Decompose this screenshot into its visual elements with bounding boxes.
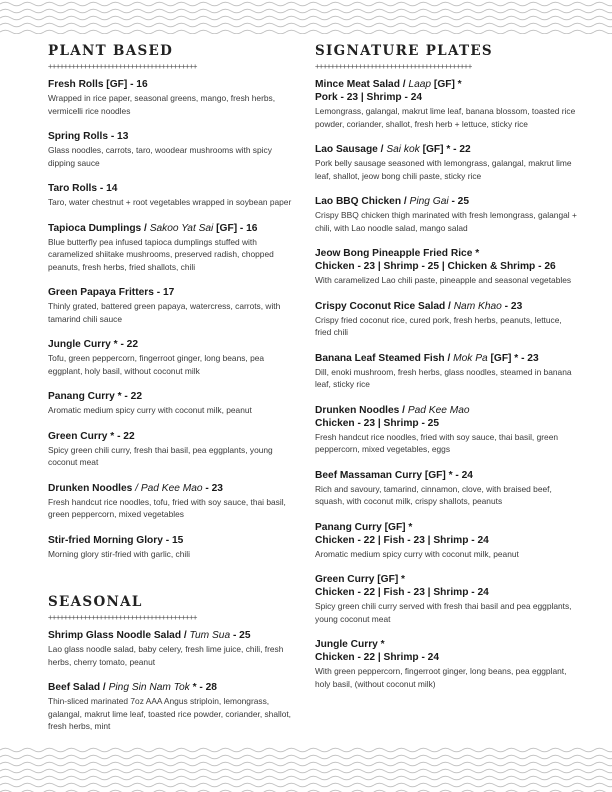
seasonal-divider: ++++++++++++++++++++++++++++++++++++++ (48, 613, 197, 622)
plant-based-heading: PLANT BASED (48, 43, 174, 59)
item-description: Dill, enoki mushroom, fresh herbs, glass noodles, steamed in banana leaf, sticky rice (315, 366, 572, 389)
spacer (48, 573, 300, 593)
item-title: Green Curry [GF] * (315, 574, 406, 585)
item-description: Pork belly sausage seasoned with lemongrass, galangal, makrut lime leaf, shallot, jeow bong chili paste, sticky rice (315, 158, 572, 181)
item-title: Banana Leaf Steamed Fish / Mok Pa [GF] * - 23 (315, 352, 539, 364)
item-description: Thinly grated, battered green papaya, watercress, carrots, with tamarind chili sauce (48, 301, 281, 324)
item-description: Tofu, green peppercorn, fingerroot ginger, long beans, pea eggplant, holy basil, without coconut milk (48, 353, 265, 376)
item-title: Green Papaya Fritters - 17 (48, 287, 175, 298)
item-title: Stir-fried Morning Glory - 15 (48, 534, 184, 546)
item-description: Spicy green chili curry, fresh thai basil, pea eggplants, young coconut meat (48, 444, 273, 467)
item-description: Lao glass noodle salad, baby celery, fresh lime juice, chili, fresh herbs, cherry tomato, peanut (48, 644, 284, 667)
menu-item (48, 286, 300, 325)
menu-item (48, 482, 300, 521)
plant-based-divider: ++++++++++++++++++++++++++++++++++++++ (48, 62, 197, 71)
menu-item (48, 338, 300, 377)
item-title: Crispy Coconut Rice Salad / Nam Khao - 23 (315, 300, 523, 312)
right-column (315, 42, 580, 703)
top-wave-pattern (0, 0, 612, 34)
menu-item (48, 182, 300, 209)
item-description: Spicy green chili curry served with fresh thai basil and pea eggplants, young coconut meat (315, 601, 572, 624)
item-title: Shrimp Glass Noodle Salad / Tum Sua - 25 (48, 630, 251, 641)
item-title: Fresh Rolls [GF] - 16 (48, 79, 148, 90)
item-description: With green peppercorn, fingerroot ginger, long beans, pea eggplant, holy basil, (without coconut milk) (315, 666, 567, 689)
item-description: Fresh handcut rice noodles, tofu, fried with soy sauce, thai basil, green peppercorn, mixed vegetables (48, 496, 286, 519)
item-description: Wrapped in rice paper, seasonal greens, mango, fresh herbs, vermicelli rice noodles (48, 93, 276, 116)
item-title: Beef Salad / Ping Sin Nam Tok * - 28 (48, 682, 217, 693)
menu-item (48, 534, 300, 561)
item-title: Drunken Noodles / Pad Kee Mao - 23 (48, 482, 223, 494)
item-prices: Chicken - 22 | Fish - 23 | Shrimp - 24 (315, 587, 489, 598)
item-description: Crispy fried coconut rice, cured pork, fresh herbs, peanuts, lettuce, fried chili (315, 314, 562, 337)
item-description: With caramelized Lao chili paste, pineapple and seasonal vegetables (315, 275, 572, 285)
item-title: Panang Curry * - 22 (48, 391, 142, 402)
item-title: Drunken Noodles / Pad Kee Mao (315, 404, 470, 416)
menu-item (48, 430, 300, 469)
item-title: Jungle Curry * - 22 (48, 339, 139, 350)
item-title: Mince Meat Salad / Laap [GF] * (315, 79, 462, 90)
item-description: Aromatic medium spicy curry with coconut milk, peanut (48, 405, 252, 415)
signature-divider: ++++++++++++++++++++++++++++++++++++++++ (315, 62, 472, 71)
item-title: Green Curry * - 22 (48, 430, 135, 442)
item-description: Blue butterfly pea infused tapioca dumplings stuffed with caramelized shiitake mushrooms, preserved radish, chopped peanuts, fresh herbs, fried shallots, chili (48, 236, 274, 272)
menu-item (315, 404, 580, 456)
item-description: Lemongrass, galangal, makrut lime leaf, banana blossom, toasted rice powder, coriander, shallot, fresh herb + lettuce, sticky rice (315, 106, 576, 129)
item-title: Jeow Bong Pineapple Fried Rice * (315, 248, 480, 259)
menu-item (315, 143, 580, 182)
item-description: Thin-sliced marinated 7oz AAA Angus striploin, lemongrass, galangal, makrut lime leaf, toasted rice powder, coriander, shallot, fresh herbs, mint (48, 696, 292, 731)
item-prices: Chicken - 23 | Shrimp - 25 | Chicken & Shrimp - 26 (315, 261, 556, 272)
item-description: Glass noodles, carrots, taro, woodear mushrooms with spicy dipping sauce (48, 145, 272, 168)
menu-item (315, 78, 580, 130)
signature-plates-heading: SIGNATURE PLATES (315, 43, 493, 59)
menu-item (315, 247, 580, 287)
item-description: Fresh handcut rice noodles, fried with soy sauce, thai basil, green peppercorn, mixed vegetables, eggs (315, 431, 559, 454)
menu-item (48, 222, 300, 274)
menu-item (48, 78, 300, 117)
menu-item (315, 195, 580, 234)
item-title: Jungle Curry * (315, 639, 385, 650)
menu-item (48, 629, 300, 668)
left-column (48, 42, 300, 746)
item-prices: Chicken - 23 | Shrimp - 25 (315, 417, 440, 429)
item-title: Taro Rolls - 14 (48, 183, 118, 194)
item-description: Taro, water chestnut + root vegetables wrapped in soybean paper (48, 197, 292, 207)
menu-item (315, 638, 580, 690)
seasonal-heading: SEASONAL (48, 594, 143, 610)
item-title: Panang Curry [GF] * (315, 521, 413, 533)
item-description: Morning glory stir-fried with garlic, chili (48, 548, 190, 559)
bottom-wave-pattern (0, 746, 612, 792)
item-prices: Chicken - 22 | Fish - 23 | Shrimp - 24 (315, 534, 489, 546)
menu-item (315, 469, 580, 508)
menu-item (315, 300, 580, 339)
menu-item (315, 573, 580, 625)
menu-item (48, 390, 300, 417)
item-title: Spring Rolls - 13 (48, 131, 129, 142)
menu-item (315, 352, 580, 391)
item-description: Aromatic medium spicy curry with coconut milk, peanut (315, 548, 519, 559)
item-description: Rich and savoury, tamarind, cinnamon, clove, with braised beef, squash, with coconut milk, crispy shallots, peanuts (315, 483, 552, 506)
item-title: Tapioca Dumplings / Sakoo Yat Sai [GF] - 16 (48, 222, 258, 234)
item-title: Beef Massaman Curry [GF] * - 24 (315, 469, 473, 481)
menu-item (315, 521, 580, 561)
item-prices: Chicken - 22 | Shrimp - 24 (315, 652, 440, 663)
item-prices: Pork - 23 | Shrimp - 24 (315, 92, 423, 103)
menu-item (48, 130, 300, 169)
item-description: Crispy BBQ chicken thigh marinated with fresh lemongrass, galangal + chili, with Lao noodle salad, mango salad (315, 210, 577, 233)
item-title: Lao Sausage / Sai kok [GF] * - 22 (315, 144, 471, 155)
menu-item (48, 681, 300, 733)
item-title: Lao BBQ Chicken / Ping Gai - 25 (315, 196, 470, 207)
